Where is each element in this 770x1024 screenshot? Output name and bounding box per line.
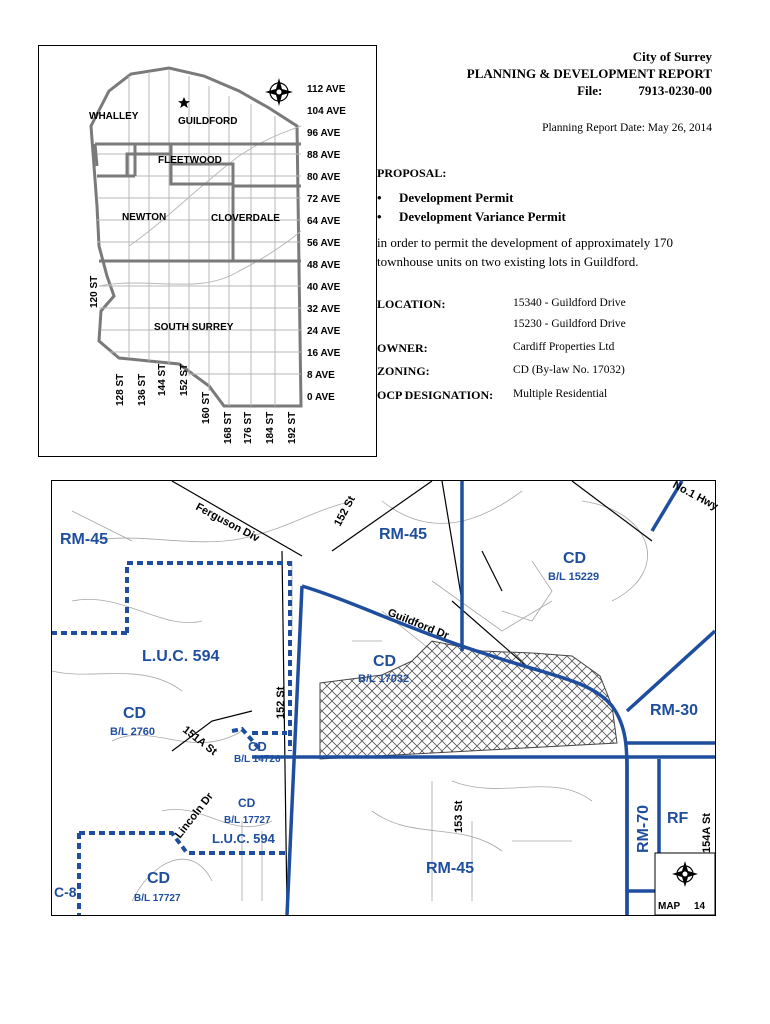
road-label: Lincoln Dr: [172, 790, 216, 841]
zone-label: RM-45: [60, 531, 109, 548]
ave-label: 48 AVE: [307, 260, 341, 271]
proposal-item: • Development Permit: [377, 190, 514, 205]
map-label: MAP: [658, 901, 681, 912]
zone-label: RM-30: [650, 702, 699, 719]
road-label: 151A St: [180, 723, 220, 758]
ave-label: 80 AVE: [307, 172, 341, 183]
road-label: Ferguson Div: [193, 501, 262, 545]
ave-label: 40 AVE: [307, 282, 341, 293]
zoning-label: ZONING:: [377, 364, 430, 378]
st-label: 136 ST: [137, 373, 148, 406]
proposal-item-text: Development Variance Permit: [399, 209, 566, 224]
st-label: 192 ST: [287, 411, 298, 444]
zone-label: CD: [248, 739, 267, 754]
zone-label: RM-70: [635, 804, 652, 853]
file-label: File:: [577, 83, 603, 98]
map-number: 14: [694, 901, 706, 912]
ocp-label: OCP DESIGNATION:: [377, 388, 494, 402]
st-label: 152 ST: [179, 363, 190, 396]
location-map-graphic: [39, 46, 376, 456]
proposal-item-text: Development Permit: [399, 190, 514, 205]
ocp-value: Multiple Residential: [513, 388, 608, 400]
file-number: 7913-0230-00: [638, 83, 712, 98]
st-label: 176 ST: [243, 411, 254, 444]
owner-value: Cardiff Properties Ltd: [513, 341, 615, 353]
road-label: 153 St: [453, 800, 465, 833]
report-date: Planning Report Date: May 26, 2014: [542, 122, 712, 134]
development-site: [320, 641, 617, 759]
zone-label: RM-45: [426, 860, 475, 877]
map-index-box: [655, 853, 715, 915]
ave-label: 24 AVE: [307, 326, 341, 337]
proposal-description: in order to permit the development of approximately 170 townhouse units on two existing lots in Guildford.: [377, 235, 674, 269]
st-label: 184 ST: [265, 411, 276, 444]
ave-label: 32 AVE: [307, 304, 341, 315]
proposal-label: PROPOSAL:: [377, 166, 447, 180]
zoning-value: CD (By-law No. 17032): [513, 364, 625, 376]
zone-label: B/L 14726: [234, 754, 281, 765]
zone-label: B/L 17032: [358, 673, 410, 685]
zone-label: CD: [147, 870, 171, 887]
avenue-labels: [307, 84, 346, 403]
road-label: 152 St: [332, 494, 358, 529]
ave-label: 16 AVE: [307, 348, 341, 359]
st-label: 128 ST: [115, 373, 126, 406]
report-title: PLANNING & DEVELOPMENT REPORT: [466, 66, 712, 81]
zone-label: RF: [667, 810, 689, 827]
area-label-fleetwood: FLEETWOOD: [158, 155, 222, 166]
file-number-line: [577, 82, 712, 99]
zone-label: L.U.C. 594: [212, 831, 275, 846]
city-name: City of Surrey: [632, 49, 712, 64]
location-value-1: 15340 - Guildford Drive: [513, 297, 626, 309]
proposal-item: • Development Variance Permit: [377, 209, 566, 224]
st-label: 120 ST: [89, 275, 100, 308]
area-label-newton: NEWTON: [122, 212, 167, 223]
zone-label: C-8: [54, 884, 77, 900]
zone-label: RM-45: [379, 526, 428, 543]
ave-label: 88 AVE: [307, 150, 341, 161]
area-label-whalley: WHALLEY: [89, 111, 139, 122]
location-value-2: 15230 - Guildford Drive: [513, 318, 626, 330]
road-label: 152 St: [275, 686, 287, 719]
zone-label: CD: [373, 653, 397, 670]
ave-label: 72 AVE: [307, 194, 341, 205]
compass-rose-icon: [265, 78, 293, 106]
site-star-icon: [178, 97, 190, 108]
area-label-south-surrey: SOUTH SURREY: [154, 322, 234, 333]
area-label-guildford: GUILDFORD: [178, 116, 238, 127]
area-label-cloverdale: CLOVERDALE: [211, 213, 280, 224]
location-map: [38, 45, 377, 457]
zone-label: B/L 17727: [134, 893, 181, 904]
ave-label: 64 AVE: [307, 216, 341, 227]
ave-label: 56 AVE: [307, 238, 341, 249]
ave-label: 104 AVE: [307, 106, 346, 117]
st-label: 168 ST: [223, 411, 234, 444]
location-label: LOCATION:: [377, 297, 446, 311]
zone-label: CD: [238, 796, 256, 810]
road-label: No.1 Hwy: [670, 479, 720, 513]
st-label: 144 ST: [157, 363, 168, 396]
zone-label: B/L 2760: [110, 726, 156, 738]
road-label: Guildford Dr: [385, 606, 451, 643]
ave-label: 0 AVE: [307, 392, 335, 403]
st-label: 160 ST: [201, 391, 212, 424]
zoning-map-graphic: [52, 479, 720, 915]
road-label: 154A St: [701, 813, 713, 853]
zone-label: CD: [123, 705, 147, 722]
zone-label: L.U.C. 594: [142, 648, 220, 665]
street-labels: [89, 276, 298, 444]
zone-label: B/L 15229: [548, 571, 600, 583]
zone-label: CD: [563, 550, 587, 567]
owner-label: OWNER:: [377, 341, 428, 355]
zoning-map: [51, 479, 720, 916]
ave-label: 96 AVE: [307, 128, 341, 139]
ave-label: 8 AVE: [307, 370, 335, 381]
zone-label: B/L 17727: [224, 815, 271, 826]
ave-label: 112 AVE: [307, 84, 346, 95]
